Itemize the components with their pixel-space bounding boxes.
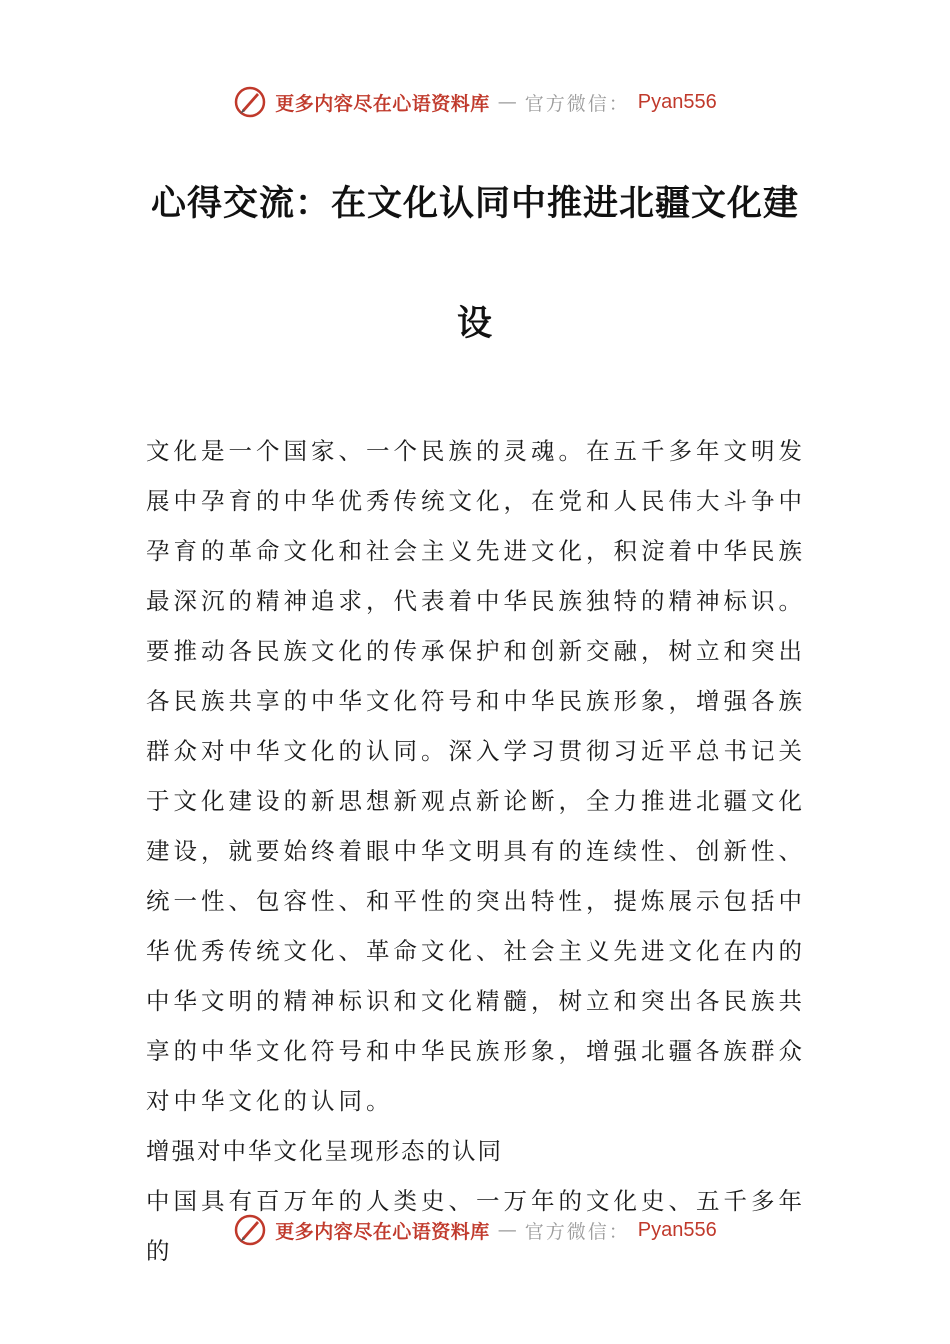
banner-separator: —: [497, 91, 517, 113]
paragraph-1: 文化是一个国家、一个民族的灵魂。在五千多年文明发展中孕育的中华优秀传统文化，在党和人民伟大斗争中孕育的革命文化和社会主义先进文化，积淀着中华民族最深沉的精神追求，代表着中华民族独特的精神标识。要推动各民族文化的传承保护和创新交融，树立和突出各民族共享的中华文化符号和中华民族形象，增强各族群众对中华文化的认同。深入学习贯彻习近平总书记关于文化建设的新思想新观点新论断，全力推进北疆文化建设，就要始终着眼中华文明具有的连续性、创新性、统一性、包容性、和平性的突出特性，提炼展示包括中华优秀传统文化、革命文化、社会主义先进文化在内的中华文明的精神标识和文化精髓，树立和突出各民族共享的中华文化符号和中华民族形象，增强北疆各族群众对中华文化的认同。: [146, 437, 806, 1115]
banner-main-text: 更多内容尽在心语资料库: [275, 1220, 490, 1243]
banner-main-text: 更多内容尽在心语资料库: [275, 92, 490, 115]
quill-pen-logo-icon: [233, 1213, 267, 1247]
banner-wechat-id: Pyan556: [637, 90, 717, 113]
document-title-line-1: 心得交流：在文化认同中推进北疆文化建: [150, 184, 799, 224]
paragraph-2: 中国具有百万年的人类史、一万年的文化史、五千多年的: [146, 1187, 806, 1265]
section-heading: 增强对中华文化呈现形态的认同: [146, 1137, 503, 1165]
banner-separator: —: [497, 1219, 517, 1241]
footer-banner: [0, 1210, 950, 1250]
document-title-line-2: 设: [456, 304, 493, 344]
banner-wechat-label: 官方微信：: [524, 92, 630, 115]
banner-wechat-label: 官方微信：: [524, 1220, 630, 1243]
header-banner: [0, 82, 950, 122]
quill-pen-logo-icon: [233, 85, 267, 119]
banner-wechat-id: Pyan556: [637, 1218, 717, 1241]
